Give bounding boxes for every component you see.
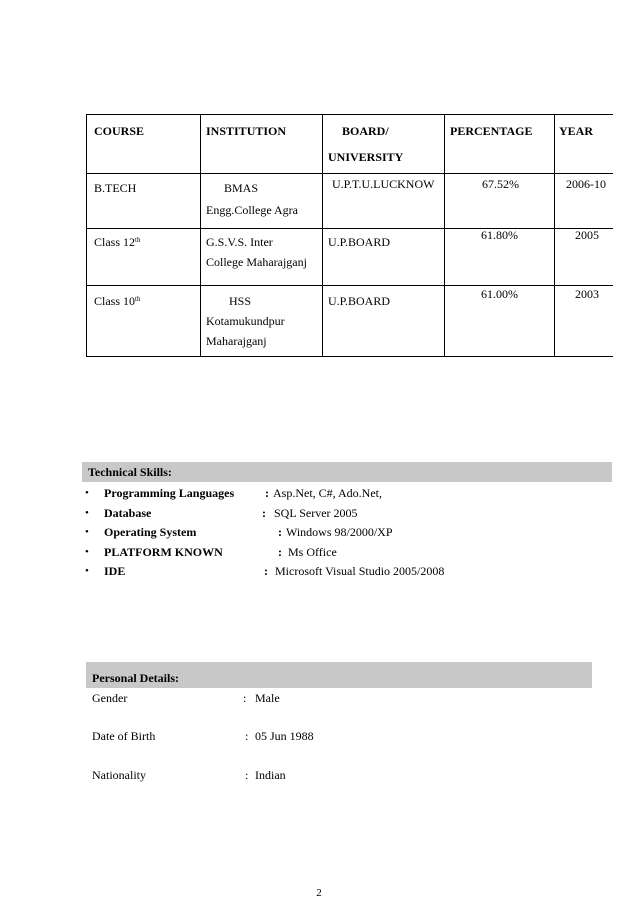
detail-value-dob: 05 Jun 1988 <box>255 729 314 743</box>
row3-institution-line2: Kotamukundpur <box>206 314 285 328</box>
technical-skills-list <box>82 484 602 582</box>
header-year: YEAR <box>559 124 594 138</box>
header-percentage: PERCENTAGE <box>450 124 533 138</box>
row2-board: U.P.BOARD <box>328 235 391 249</box>
row2-institution-line1: G.S.V.S. Inter <box>206 235 273 249</box>
row1-course: B.TECH <box>94 181 137 195</box>
row2-year: 2005 <box>575 228 599 242</box>
list-item <box>82 562 602 582</box>
row3-percentage: 61.00% <box>481 287 518 301</box>
row1-institution-line1: BMAS <box>224 181 259 195</box>
detail-value-gender: Male <box>255 691 280 705</box>
skill-value: Asp.Net, C#, Ado.Net, <box>273 486 382 500</box>
row1-year: 2006-10 <box>566 177 606 191</box>
row1-percentage: 67.52% <box>482 177 519 191</box>
bullet-icon: • <box>85 526 89 538</box>
header-institution: INSTITUTION <box>206 124 287 138</box>
row3-year: 2003 <box>575 287 599 301</box>
row-divider <box>87 228 613 229</box>
row3-course: Class 10th <box>94 294 141 308</box>
skill-value: Ms Office <box>288 544 337 559</box>
skill-separator: : <box>264 564 268 578</box>
technical-skills-header: Technical Skills: <box>82 462 612 482</box>
row-divider <box>87 285 613 286</box>
header-university: UNIVERSITY <box>328 150 404 164</box>
list-item <box>82 504 602 524</box>
row-divider <box>87 173 613 174</box>
skill-separator: : <box>265 486 269 500</box>
header-course: COURSE <box>94 124 145 138</box>
personal-details-header: Personal Details: <box>86 662 592 688</box>
list-item <box>82 543 602 563</box>
skill-label: Programming Languages <box>104 486 235 500</box>
skill-label: PLATFORM KNOWN <box>104 544 223 559</box>
row1-board: U.P.T.U.LUCKNOW <box>332 177 435 191</box>
row3-board: U.P.BOARD <box>328 294 391 308</box>
row3-institution-line3: Maharajganj <box>206 334 267 348</box>
row1-institution-line2: Engg.College Agra <box>206 203 298 217</box>
row2-course: Class 12th <box>94 235 141 249</box>
row2-percentage: 61.80% <box>481 228 518 242</box>
detail-label-nationality: Nationality <box>92 768 146 782</box>
list-item <box>82 523 602 543</box>
detail-separator: : <box>245 729 249 743</box>
skill-label: IDE <box>104 564 126 578</box>
skill-label: Database <box>104 505 152 520</box>
detail-value-nationality: Indian <box>255 768 286 782</box>
header-board: BOARD/ <box>342 124 389 138</box>
skill-value: Windows 98/2000/XP <box>286 525 393 539</box>
column-divider <box>200 115 201 356</box>
column-divider <box>322 115 323 356</box>
skill-separator: : <box>262 505 266 520</box>
skill-separator: : <box>278 544 282 559</box>
skill-label: Operating System <box>104 525 197 539</box>
detail-separator: : <box>243 691 247 705</box>
bullet-icon: • <box>85 565 89 577</box>
bullet-icon: • <box>85 545 89 558</box>
column-divider <box>554 115 555 356</box>
list-item <box>82 484 602 504</box>
education-table <box>86 114 613 357</box>
detail-separator: : <box>245 768 249 782</box>
row2-institution-line2: College Maharajganj <box>206 255 307 269</box>
bullet-icon: • <box>85 506 89 519</box>
row3-institution-line1: HSS <box>229 294 252 308</box>
page-number: 2 <box>316 887 322 899</box>
skill-value: Microsoft Visual Studio 2005/2008 <box>275 564 445 578</box>
column-divider <box>444 115 445 356</box>
skill-value: SQL Server 2005 <box>274 505 358 520</box>
detail-label-dob: Date of Birth <box>92 729 156 743</box>
detail-label-gender: Gender <box>92 691 128 705</box>
skill-separator: : <box>278 525 282 539</box>
bullet-icon: • <box>85 487 89 499</box>
